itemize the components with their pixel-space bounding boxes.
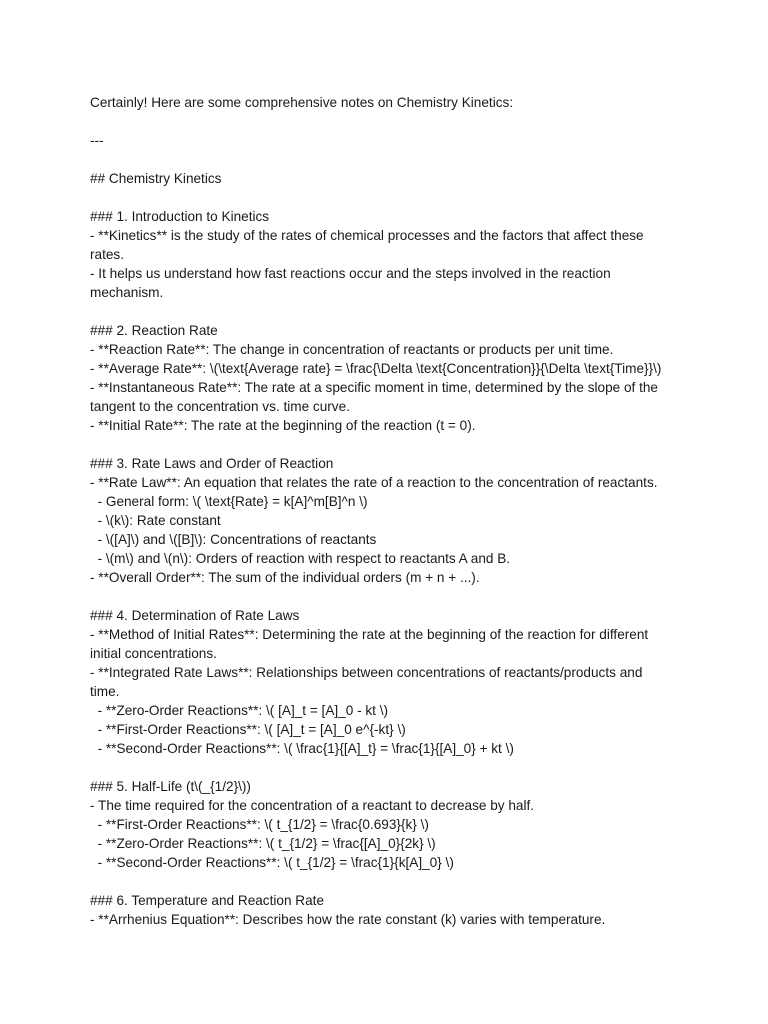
text-line: ### 6. Temperature and Reaction Rate — [90, 893, 325, 908]
document-body — [90, 93, 690, 929]
text-line: - **Zero-Order Reactions**: \( [A]_t = [A]_0 - kt \) — [90, 703, 389, 718]
blank-line — [90, 758, 690, 777]
text-line: - **Zero-Order Reactions**: \( t_{1/2} = \frac{[A]_0}{2k} \) — [90, 836, 436, 851]
text-line: - **Instantaneous Rate**: The rate at a specific moment in time, determined by the slope of the — [90, 380, 658, 395]
blank-line — [90, 587, 690, 606]
blank-line — [90, 302, 690, 321]
text-line: - \([A]\) and \([B]\): Concentrations of reactants — [90, 532, 377, 547]
text-line: Certainly! Here are some comprehensive notes on Chemistry Kinetics: — [90, 95, 514, 110]
text-line: --- — [90, 133, 104, 148]
text-line: - **Kinetics** is the study of the rates of chemical processes and the factors that affect these — [90, 228, 644, 243]
blank-line — [90, 188, 690, 207]
text-line: ## Chemistry Kinetics — [90, 171, 222, 186]
text-line: - **Integrated Rate Laws**: Relationships between concentrations of reactants/products and — [90, 665, 643, 680]
text-line: rates. — [90, 247, 124, 262]
text-line: tangent to the concentration vs. time curve. — [90, 399, 350, 414]
text-line: - \(k\): Rate constant — [90, 513, 221, 528]
text-line: time. — [90, 684, 120, 699]
text-line: - **Arrhenius Equation**: Describes how the rate constant (k) varies with temperature. — [90, 912, 606, 927]
blank-line — [90, 872, 690, 891]
text-line: - **Second-Order Reactions**: \( t_{1/2} = \frac{1}{k[A]_0} \) — [90, 855, 454, 870]
text-line: ### 1. Introduction to Kinetics — [90, 209, 270, 224]
text-line: - **Second-Order Reactions**: \( \frac{1}{[A]_t} = \frac{1}{[A]_0} + kt \) — [90, 741, 514, 756]
text-line: - **Rate Law**: An equation that relates the rate of a reaction to the concentration of reactants. — [90, 475, 658, 490]
text-line: - \(m\) and \(n\): Orders of reaction with respect to reactants A and B. — [90, 551, 511, 566]
text-line: ### 4. Determination of Rate Laws — [90, 608, 300, 623]
text-line: - **Initial Rate**: The rate at the beginning of the reaction (t = 0). — [90, 418, 476, 433]
text-line: mechanism. — [90, 285, 164, 300]
blank-line — [90, 112, 690, 131]
text-line: - **Reaction Rate**: The change in concentration of reactants or products per unit time. — [90, 342, 614, 357]
text-line: - **First-Order Reactions**: \( t_{1/2} = \frac{0.693}{k} \) — [90, 817, 429, 832]
text-line: - **Method of Initial Rates**: Determining the rate at the beginning of the reaction for different — [90, 627, 649, 642]
text-line: - The time required for the concentration of a reactant to decrease by half. — [90, 798, 535, 813]
text-line: - **Average Rate**: \(\text{Average rate} = \frac{\Delta \text{Concentration}}{\Delta \text{Time}}\) — [90, 361, 662, 376]
text-line: initial concentrations. — [90, 646, 217, 661]
text-line: - **First-Order Reactions**: \( [A]_t = [A]_0 e^{-kt} \) — [90, 722, 406, 737]
text-line: ### 2. Reaction Rate — [90, 323, 218, 338]
text-line: - **Overall Order**: The sum of the individual orders (m + n + ...). — [90, 570, 480, 585]
text-line: - It helps us understand how fast reactions occur and the steps involved in the reaction — [90, 266, 611, 281]
text-line: ### 5. Half-Life (t\(_{1/2}\)) — [90, 779, 251, 794]
blank-line — [90, 150, 690, 169]
blank-line — [90, 435, 690, 454]
text-line: ### 3. Rate Laws and Order of Reaction — [90, 456, 334, 471]
text-line: - General form: \( \text{Rate} = k[A]^m[B]^n \) — [90, 494, 368, 509]
